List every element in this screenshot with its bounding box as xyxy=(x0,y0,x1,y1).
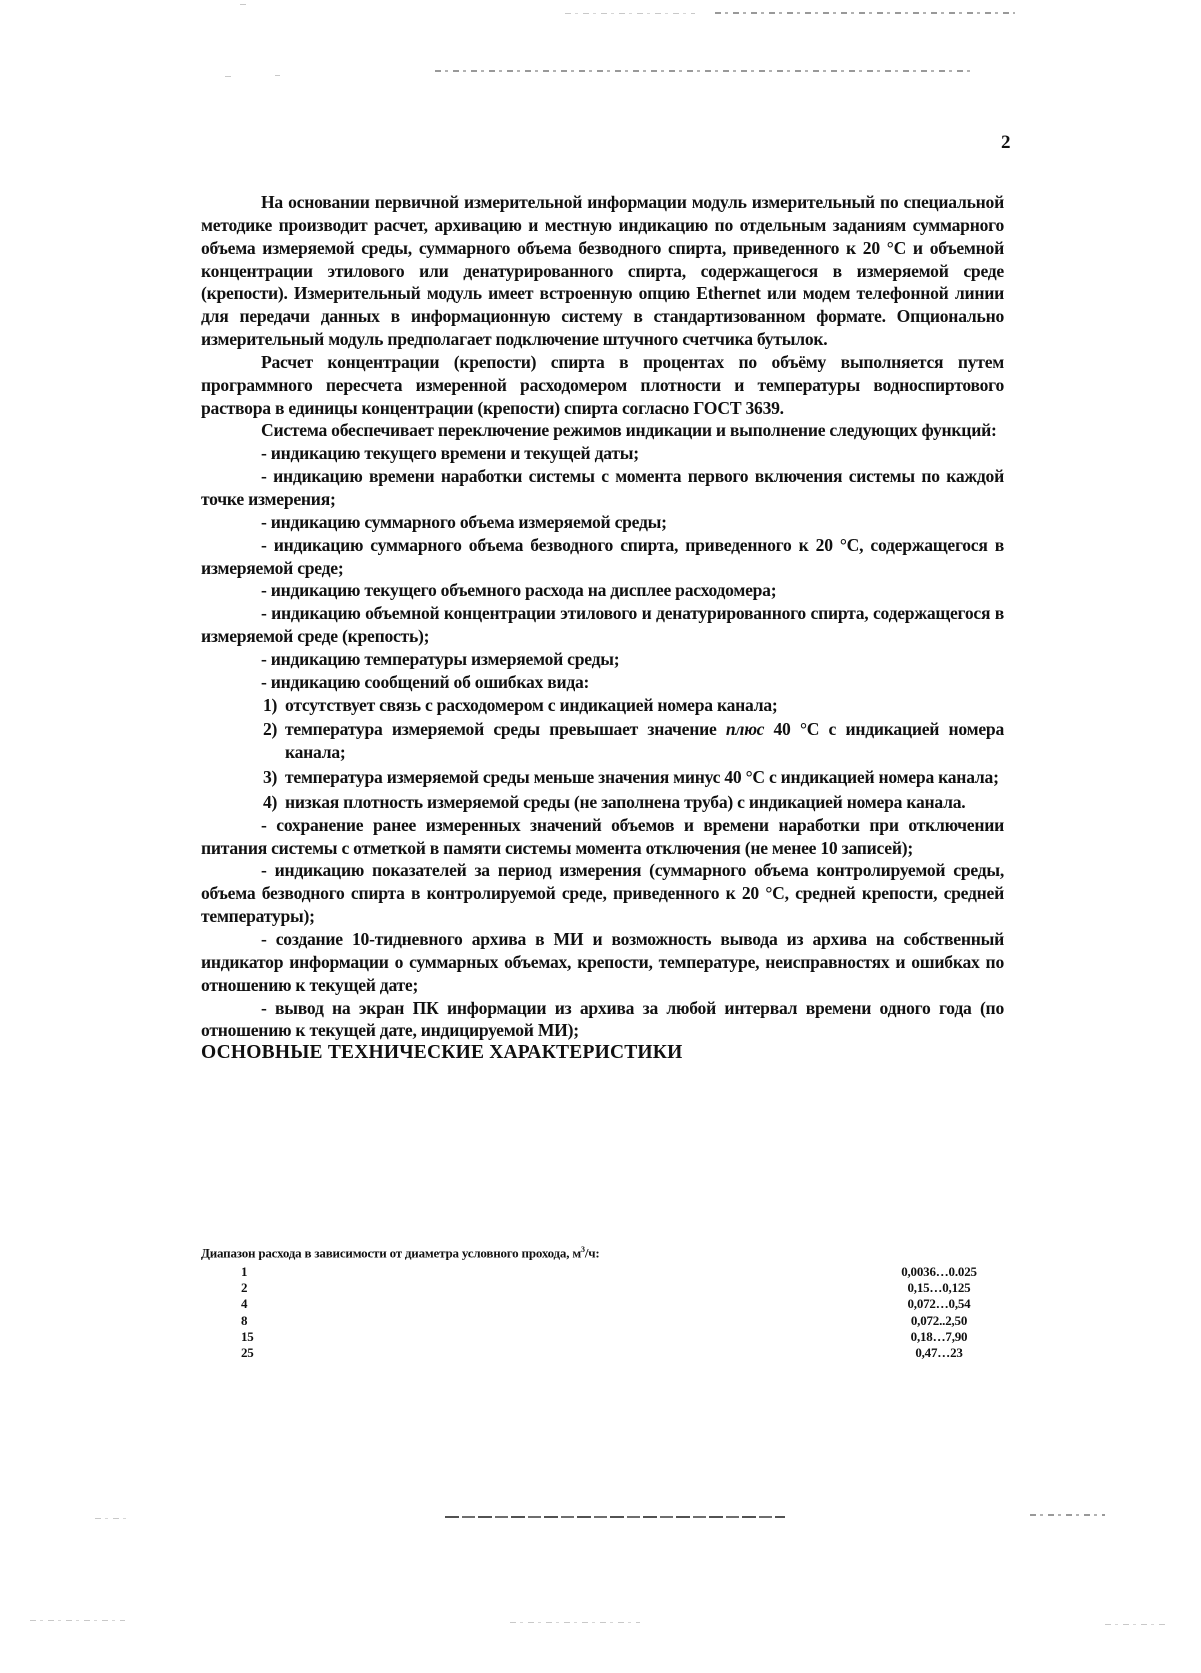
caption-text: Диапазон расхода в зависимости от диаметра условного прохода, м xyxy=(201,1245,581,1261)
nominal-diameter: 2 xyxy=(241,1279,248,1295)
flow-range-value: 0,47…23 xyxy=(915,1345,963,1361)
flow-range-row xyxy=(201,1345,1004,1361)
error-text: 40 °С с индикацией номера канала; xyxy=(285,719,1004,763)
function-item: - индикацию объемной концентрации этилового и денатурированного спирта, содержащегося в измеряемой среде (крепость); xyxy=(201,603,1004,647)
nominal-diameter: 25 xyxy=(241,1345,254,1361)
flow-range-row xyxy=(201,1296,1004,1312)
flow-range-row xyxy=(201,1313,1004,1329)
error-item xyxy=(201,766,1004,789)
scan-artifact xyxy=(510,1622,640,1623)
flow-range-table xyxy=(201,1242,1004,1361)
document-body xyxy=(201,191,1004,1065)
error-message-list xyxy=(201,694,1004,814)
scan-artifact xyxy=(225,76,233,77)
paragraph-system-functions: Система обеспечивает переключение режимов индикации и выполнение следующих функций: xyxy=(261,420,997,441)
flow-range-value: 0,18…7,90 xyxy=(910,1328,968,1344)
function-item: - вывод на экран ПК информации из архива за любой интервал времени одного года (по отношению к текущей дате, индицируемой МИ); xyxy=(201,997,1004,1041)
scan-artifact xyxy=(95,1518,130,1519)
function-item: - сохранение ранее измеренных значений объемов и времени наработки при отключении питания системы с отметкой в памяти системы момента отключения (не менее 10 записей); xyxy=(201,814,1004,858)
error-text: низкая плотность измеряемой среды (не заполнена труба) с индикацией номера канала. xyxy=(285,791,966,812)
error-number: 3) xyxy=(263,767,278,788)
paragraph-measurement-module: На основании первичной измерительной информации модуль измерительный по специальной методике производит расчет, архивацию и местную индикацию по отдельным заданиям суммарного объема измеряемой среды, суммарного объема безводного спирта, приведенного к 20 °С и объемной концентрации этилового или денатурированного спирта, содержащегося в измеряемой среде (крепости). Измерительный модуль имеет встроенную опцию Ethernet или модем телефонной линии для передачи данных в информационную систему в стандартизованном формате. Опционально измерительный модуль предполагает подключение штучного счетчика бутылок. xyxy=(201,192,1004,350)
error-number: 4) xyxy=(263,791,278,812)
nominal-diameter: 15 xyxy=(241,1328,254,1344)
flow-range-row xyxy=(201,1329,1004,1345)
error-item xyxy=(201,791,1004,814)
error-item xyxy=(201,718,1004,764)
scan-artifact xyxy=(30,1620,125,1621)
error-text: температура измеряемой среды превышает значение xyxy=(285,719,726,740)
nominal-diameter: 1 xyxy=(241,1263,248,1279)
flow-range-caption xyxy=(201,1242,1004,1262)
paragraph-concentration-calculation: Расчет концентрации (крепости) спирта в процентах по объёму выполняется путем программного пересчета измеренной расходомером плотности и температуры водноспиртового раствора в единицы концентрации (крепости) спирта согласно ГОСТ 3639. xyxy=(201,351,1004,418)
error-number: 2) xyxy=(263,719,278,740)
error-number: 1) xyxy=(263,694,278,715)
function-item: - создание 10-тидневного архива в МИ и возможность вывода из архива на собственный индикатор информации о суммарных объемах, крепости, температуре, неисправностях и ошибках по отношению к текущей дате; xyxy=(201,929,1004,995)
function-item: - индикацию текущего объемного расхода на дисплее расходомера; xyxy=(261,580,777,601)
section-heading-specs: ОСНОВНЫЕ ТЕХНИЧЕСКИЕ ХАРАКТЕРИСТИКИ xyxy=(201,1042,683,1064)
scan-artifact xyxy=(715,12,1015,14)
flow-range-value: 0,15…0,125 xyxy=(907,1279,971,1295)
scan-artifact xyxy=(445,1516,785,1518)
function-item: - индикацию текущего времени и текущей даты; xyxy=(261,443,639,464)
scan-artifact xyxy=(1105,1624,1165,1625)
page-number: 2 xyxy=(1001,132,1011,153)
flow-range-row xyxy=(201,1280,1004,1296)
flow-range-row xyxy=(201,1264,1004,1280)
error-text: температура измеряемой среды меньше значения минус 40 °С с индикацией номера канала; xyxy=(285,767,999,788)
error-item xyxy=(201,694,1004,717)
nominal-diameter: 4 xyxy=(241,1296,248,1312)
scan-artifact xyxy=(435,70,975,72)
function-item: - индикацию времени наработки системы с момента первого включения системы по каждой точке измерения; xyxy=(201,466,1004,509)
scan-artifact xyxy=(565,13,695,14)
caption-superscript: 3 xyxy=(581,1245,585,1254)
scan-artifact xyxy=(275,75,280,76)
scan-artifact xyxy=(240,4,246,5)
function-item: - индикацию температуры измеряемой среды; xyxy=(261,648,620,669)
flow-range-value: 0,0036…0.025 xyxy=(901,1263,977,1279)
error-text-emphasis: плюс xyxy=(725,719,765,740)
scan-artifact xyxy=(1030,1514,1105,1516)
caption-unit: /ч: xyxy=(584,1245,600,1261)
function-item: - индикацию суммарного объема безводного спирта, приведенного к 20 °С, содержащегося в измеряемой среде; xyxy=(201,534,1004,578)
flow-range-value: 0,072..2,50 xyxy=(910,1312,968,1328)
flow-range-value: 0,072…0,54 xyxy=(907,1296,971,1312)
function-item: - индикацию показателей за период измерения (суммарного объема контролируемой среды, объема безводного спирта в контролируемой среде, приведенного к 20 °С, средней крепости, средней температуры); xyxy=(201,860,1004,927)
nominal-diameter: 8 xyxy=(241,1312,248,1328)
function-item: - индикацию сообщений об ошибках вида: xyxy=(261,671,590,692)
error-text: отсутствует связь с расходомером с индикацией номера канала; xyxy=(285,694,778,715)
function-item: - индикацию суммарного объема измеряемой среды; xyxy=(261,511,667,532)
